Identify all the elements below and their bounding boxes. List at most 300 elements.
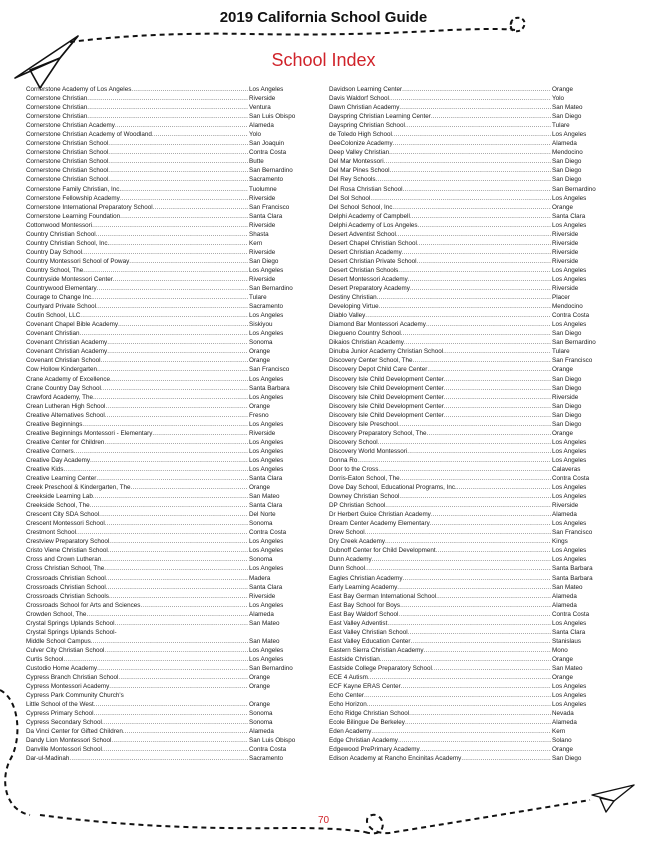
index-entry <box>329 736 596 745</box>
dot-leader <box>397 583 551 592</box>
dot-leader <box>108 139 248 148</box>
school-name: Echo Center <box>329 692 365 700</box>
school-name: Del Sol School <box>329 194 371 202</box>
school-name: Cow Hollow Kindergarten <box>26 366 98 374</box>
school-name: ECF Kayne ERAS Center <box>329 683 401 691</box>
dot-leader <box>124 691 248 700</box>
dot-leader <box>108 148 248 157</box>
county-name: San Diego <box>552 176 582 184</box>
school-name: Creekside School, The <box>26 502 90 510</box>
dot-leader <box>430 519 551 528</box>
dot-leader <box>402 248 551 257</box>
school-name: Discovery World Montessori <box>329 447 408 455</box>
index-entry <box>329 194 596 203</box>
school-name: Cornerstone Christian <box>26 95 88 103</box>
county-name: Orange <box>249 674 271 682</box>
index-entry <box>26 456 293 465</box>
school-name: Crestmont School <box>26 529 77 537</box>
county-name: Mendocino <box>552 303 583 311</box>
county-name: Orange <box>552 746 574 754</box>
school-name: Cornerstone International Preparatory School <box>26 203 153 211</box>
county-name: Riverside <box>249 248 276 256</box>
county-name: Sacramento <box>249 755 283 763</box>
school-name: Eagles Christian Academy <box>329 574 403 582</box>
dot-leader <box>106 574 248 583</box>
dot-leader <box>409 709 551 718</box>
index-entry <box>26 212 293 221</box>
dot-leader <box>371 727 551 736</box>
county-name: San Diego <box>552 167 582 175</box>
page-number: 70 <box>317 815 330 826</box>
index-entry <box>329 754 596 763</box>
index-entry <box>329 519 596 528</box>
index-entry <box>26 754 293 763</box>
dot-leader <box>432 664 551 673</box>
school-name: Crossroads Christian Schools <box>26 592 109 600</box>
index-entry <box>329 203 596 212</box>
school-name: Door to the Cross <box>329 465 379 473</box>
dot-leader <box>87 103 248 112</box>
dot-leader <box>368 673 551 682</box>
county-name: Riverside <box>249 95 276 103</box>
dot-leader <box>110 375 248 384</box>
school-name: East Valley Adventist <box>329 619 388 627</box>
county-name: Riverside <box>249 592 276 600</box>
school-name: Cornerstone Family Christian, Inc. <box>26 185 122 193</box>
index-entry <box>26 266 293 275</box>
county-name: Riverside <box>249 275 276 283</box>
school-name: Cornerstone Christian Academy <box>26 122 115 130</box>
index-entry <box>26 130 293 139</box>
county-name: San Mateo <box>552 583 583 591</box>
index-entry <box>26 356 293 365</box>
index-entry <box>329 320 596 329</box>
school-name: Del School School, Inc <box>329 203 393 211</box>
dot-leader <box>357 456 551 465</box>
index-entry <box>26 393 293 402</box>
dot-leader <box>83 266 248 275</box>
school-name: Cornerstone Christian Academy of Woodland <box>26 131 152 139</box>
school-name: Del Mar Pines School <box>329 167 390 175</box>
school-name: Dream Center Academy Elementary <box>329 520 430 528</box>
school-name: East Bay School for Boys <box>329 601 401 609</box>
index-entry <box>329 465 596 474</box>
school-name: Del Mar Montessori <box>329 158 384 166</box>
school-name: Cottonwood Montessori <box>26 221 93 229</box>
county-name: San Bernardino <box>249 167 293 175</box>
school-name: Del Rey Schools <box>329 176 376 184</box>
index-entry <box>329 574 596 583</box>
index-entry <box>329 492 596 501</box>
county-name: Alameda <box>249 728 274 736</box>
school-name: Crystal Springs Uplands School <box>26 619 115 627</box>
county-name: Riverside <box>552 257 579 265</box>
county-name: Madera <box>249 574 271 582</box>
county-name: Los Angeles <box>552 619 587 627</box>
school-name: Crossroads School for Arts and Sciences <box>26 601 141 609</box>
school-name: DeeColonize Academy <box>329 140 393 148</box>
school-name: Discovery Depot Child Care Center <box>329 366 428 374</box>
index-entry <box>329 284 596 293</box>
dot-leader <box>101 555 248 564</box>
county-name: Alameda <box>552 511 577 519</box>
county-name: Calaveras <box>552 465 581 473</box>
school-name: Creative Beginnings Montessori - Elementary <box>26 429 153 437</box>
index-entry <box>329 483 596 492</box>
dot-leader <box>401 682 551 691</box>
county-name: Tulare <box>552 348 570 356</box>
dot-leader <box>99 510 248 519</box>
index-entry <box>329 112 596 121</box>
county-name: San Mateo <box>249 619 280 627</box>
dot-leader <box>364 691 551 700</box>
dot-leader <box>377 293 551 302</box>
school-name: Covenant Christian Academy <box>26 339 108 347</box>
index-entry <box>26 465 293 474</box>
dot-leader <box>107 347 248 356</box>
index-entry <box>329 546 596 555</box>
dot-leader <box>104 438 248 447</box>
dot-leader <box>370 194 551 203</box>
index-entry <box>329 94 596 103</box>
school-name: Desert Christian Academy <box>329 248 402 256</box>
dot-leader <box>87 94 248 103</box>
index-entry <box>26 601 293 610</box>
county-name: San Mateo <box>249 637 280 645</box>
county-name: Kern <box>249 239 263 247</box>
school-name: Culver City Christian School <box>26 646 105 654</box>
school-name: Da Vinci Center for Gifted Children <box>26 728 123 736</box>
dot-leader <box>398 736 551 745</box>
index-entry <box>329 537 596 546</box>
index-entry <box>329 610 596 619</box>
school-name: Dayspring Christian School <box>329 122 405 130</box>
dot-leader <box>400 474 551 483</box>
index-entry <box>26 546 293 555</box>
dot-leader <box>93 492 248 501</box>
index-entry <box>26 483 293 492</box>
dot-leader <box>90 456 248 465</box>
dot-leader <box>104 646 248 655</box>
school-name: Eastside Christian <box>329 655 380 663</box>
index-entry <box>26 239 293 248</box>
county-name: Contra Costa <box>552 312 590 320</box>
index-entry <box>329 411 596 420</box>
index-entry <box>329 248 596 257</box>
dot-leader <box>367 700 551 709</box>
school-name: Cornerstone Academy of Los Angeles <box>26 86 132 93</box>
index-entry <box>26 248 293 257</box>
county-name: Los Angeles <box>249 538 284 546</box>
school-name: Echo Horizon <box>329 701 367 709</box>
county-name: Santa Clara <box>249 583 283 591</box>
index-entry <box>26 411 293 420</box>
county-name: Santa Clara <box>249 212 283 220</box>
dot-leader <box>117 628 248 637</box>
index-entry <box>26 474 293 483</box>
county-name: Los Angeles <box>552 275 587 283</box>
dot-leader <box>385 537 551 546</box>
county-name: San Diego <box>552 411 582 419</box>
school-name: Cornerstone Learning Foundation <box>26 212 121 220</box>
school-name: Desert Montessori Academy <box>329 275 408 283</box>
school-name: de Toledo High School <box>329 131 392 139</box>
index-entry <box>26 94 293 103</box>
county-name: Los Angeles <box>552 692 587 700</box>
page-title: School Index <box>271 50 376 70</box>
index-entry <box>329 293 596 302</box>
county-name: Los Angeles <box>249 456 284 464</box>
school-name: Ecole Bilingue De Berkeley <box>329 719 405 727</box>
index-entry <box>329 157 596 166</box>
school-name: Dorris-Eaton School, The <box>329 475 400 483</box>
dot-leader <box>109 592 248 601</box>
dot-leader <box>108 157 248 166</box>
school-name: Crossroads Christian School <box>26 574 106 582</box>
county-name: Riverside <box>249 194 276 202</box>
county-name: Los Angeles <box>249 565 284 573</box>
dot-leader <box>405 121 551 130</box>
county-name: Yolo <box>552 95 565 103</box>
index-entry <box>26 221 293 230</box>
county-name: Santa Barbara <box>552 574 593 582</box>
county-name: Riverside <box>552 502 579 510</box>
dot-leader <box>152 429 248 438</box>
county-name: Orange <box>552 655 574 663</box>
dot-leader <box>105 519 248 528</box>
county-name: Sonoma <box>249 710 273 718</box>
dot-leader <box>392 203 551 212</box>
school-name: Cypress Secondary School <box>26 719 102 727</box>
dot-leader <box>399 492 551 501</box>
dot-leader <box>93 393 248 402</box>
county-name: Los Angeles <box>552 547 587 555</box>
index-entry <box>26 528 293 537</box>
dot-leader <box>94 709 248 718</box>
county-name: Santa Clara <box>552 628 586 636</box>
dot-leader <box>402 85 551 94</box>
school-name: Drew School <box>329 529 365 537</box>
county-name: Fresno <box>249 411 269 419</box>
county-name: Santa Barbara <box>249 384 290 392</box>
county-name: Butte <box>249 158 264 166</box>
index-entry <box>26 157 293 166</box>
index-entry <box>26 175 293 184</box>
county-name: Nevada <box>552 710 574 718</box>
index-entry <box>329 393 596 402</box>
index-entry <box>26 166 293 175</box>
school-name: Dove Day School, Educational Programs, Inc. <box>329 484 457 492</box>
county-name: Sonoma <box>249 520 273 528</box>
dot-leader <box>69 754 248 763</box>
dot-leader <box>82 248 248 257</box>
index-entry <box>329 727 596 736</box>
county-name: Tulare <box>552 122 570 130</box>
county-name: Los Angeles <box>249 438 284 446</box>
school-name: Crescent Montessori School <box>26 520 105 528</box>
dot-leader <box>380 655 551 664</box>
school-name: Eastside College Preparatory School <box>329 665 432 672</box>
index-entry <box>329 338 596 347</box>
county-name: San Bernardino <box>552 185 596 193</box>
index-entry <box>329 438 596 447</box>
index-entry <box>26 194 293 203</box>
dot-leader <box>413 356 551 365</box>
county-name: Los Angeles <box>249 86 284 93</box>
index-entry <box>26 139 293 148</box>
county-name: Los Angeles <box>249 393 284 401</box>
index-entry <box>329 592 596 601</box>
index-entry <box>329 85 596 94</box>
school-name: Cornerstone Christian School <box>26 158 109 166</box>
index-entry <box>26 148 293 157</box>
school-name: Dry Creek Academy <box>329 538 385 546</box>
dot-leader <box>105 411 248 420</box>
school-name: Crestview Preparatory School <box>26 538 110 546</box>
index-entry <box>26 510 293 519</box>
school-name: Developing Virtue <box>329 303 379 311</box>
index-entry <box>26 745 293 754</box>
dot-leader <box>97 365 248 374</box>
dot-leader <box>403 574 552 583</box>
dot-leader <box>76 528 248 537</box>
dot-leader <box>120 212 248 221</box>
dot-leader <box>115 121 248 130</box>
school-name: Crawford Academy, The <box>26 393 93 401</box>
school-name: Donna Ro <box>329 456 358 464</box>
school-name: Davidson Learning Center <box>329 86 403 93</box>
county-name: San Mateo <box>249 493 280 501</box>
school-name: Cross Christian School, The <box>26 565 105 573</box>
school-name: East Valley Education Center <box>329 637 411 645</box>
school-name: Diablo Valley <box>329 312 366 320</box>
dot-leader <box>131 85 248 94</box>
index-entry <box>329 429 596 438</box>
school-name: Cristo Viene Christian School <box>26 547 108 555</box>
school-name: Creative Kids <box>26 465 64 473</box>
county-name: Los Angeles <box>552 221 587 229</box>
school-name: Delphi Academy of Campbell <box>329 212 410 220</box>
dot-leader <box>365 564 551 573</box>
dot-leader <box>444 375 551 384</box>
dot-leader <box>396 230 551 239</box>
index-entry <box>329 266 596 275</box>
school-name: East Bay German International School <box>329 592 437 600</box>
index-entry <box>26 574 293 583</box>
dot-leader <box>408 628 551 637</box>
county-name: Ventura <box>249 104 271 112</box>
index-entry <box>329 230 596 239</box>
index-entry <box>26 112 296 121</box>
county-name: Los Angeles <box>552 520 587 528</box>
county-name: Riverside <box>249 429 276 437</box>
school-name: Discovery Preparatory School, The <box>329 429 427 437</box>
dot-leader <box>91 637 248 646</box>
county-name: Santa Barbara <box>552 565 593 573</box>
dot-leader <box>118 320 248 329</box>
index-entry <box>26 492 293 501</box>
dot-leader <box>92 221 248 230</box>
index-entry <box>329 166 596 175</box>
index-entry <box>26 537 293 546</box>
county-name: Alameda <box>552 719 577 727</box>
dot-leader <box>399 103 551 112</box>
school-name: Dubnoff Center for Child Development <box>329 547 436 555</box>
index-entry <box>26 700 293 709</box>
index-entry <box>329 628 596 637</box>
school-name: Diegueno Country School <box>329 330 401 338</box>
index-entry <box>329 185 596 194</box>
county-name: Santa Clara <box>249 502 283 510</box>
dot-leader <box>417 239 551 248</box>
county-name: Riverside <box>552 230 579 238</box>
index-entry <box>329 673 596 682</box>
county-name: Los Angeles <box>249 547 284 555</box>
school-name: Discovery Isle Child Development Center <box>329 393 444 401</box>
index-entry <box>329 528 596 537</box>
county-name: San Diego <box>552 158 582 166</box>
county-name: Los Angeles <box>249 655 284 663</box>
dot-leader <box>104 564 248 573</box>
school-name: Courage to Change Inc. <box>26 294 93 302</box>
school-name: Edison Academy at Rancho Encinitas Academy <box>329 755 462 763</box>
county-name: San Francisco <box>249 203 290 211</box>
school-name: Desert Preparatory Academy <box>329 285 410 293</box>
county-name: Los Angeles <box>249 420 284 428</box>
dot-leader <box>111 736 248 745</box>
county-name: Los Angeles <box>552 266 587 274</box>
dot-leader <box>131 483 248 492</box>
dot-leader <box>378 465 551 474</box>
county-name: Alameda <box>552 140 577 148</box>
index-entry <box>329 257 596 266</box>
county-name: Riverside <box>552 248 579 256</box>
index-entry <box>329 510 596 519</box>
school-name: Discovery Isle Child Development Center <box>329 411 444 419</box>
dot-leader <box>417 257 552 266</box>
index-entry <box>26 555 293 564</box>
county-name: San Joaquin <box>249 140 285 148</box>
school-name: Dinuba Junior Academy Christian School <box>329 348 444 356</box>
index-entry <box>329 718 596 727</box>
index-entry <box>329 691 596 700</box>
dot-leader <box>118 673 248 682</box>
index-entry <box>329 375 596 384</box>
county-name: Los Angeles <box>552 321 587 329</box>
index-entry <box>329 311 596 320</box>
county-name: Santa Clara <box>552 212 586 220</box>
index-entry <box>329 637 596 646</box>
county-name: Alameda <box>552 601 577 609</box>
dot-leader <box>405 718 551 727</box>
county-name: Riverside <box>552 393 579 401</box>
index-entry <box>329 700 596 709</box>
dot-leader <box>153 203 248 212</box>
county-name: Los Angeles <box>552 493 587 501</box>
index-entry <box>329 329 596 338</box>
school-name: Creative Alternatives School <box>26 411 105 419</box>
county-name: Sacramento <box>249 176 283 184</box>
school-name: East Valley Christian School <box>329 628 408 636</box>
index-entry <box>329 175 596 184</box>
index-entry <box>329 619 596 628</box>
dot-leader <box>424 646 552 655</box>
county-name <box>249 628 293 637</box>
school-name: Echo Ridge Christian School <box>329 710 410 718</box>
dot-leader <box>389 94 551 103</box>
dot-leader <box>427 429 551 438</box>
county-name: Los Angeles <box>249 312 284 320</box>
